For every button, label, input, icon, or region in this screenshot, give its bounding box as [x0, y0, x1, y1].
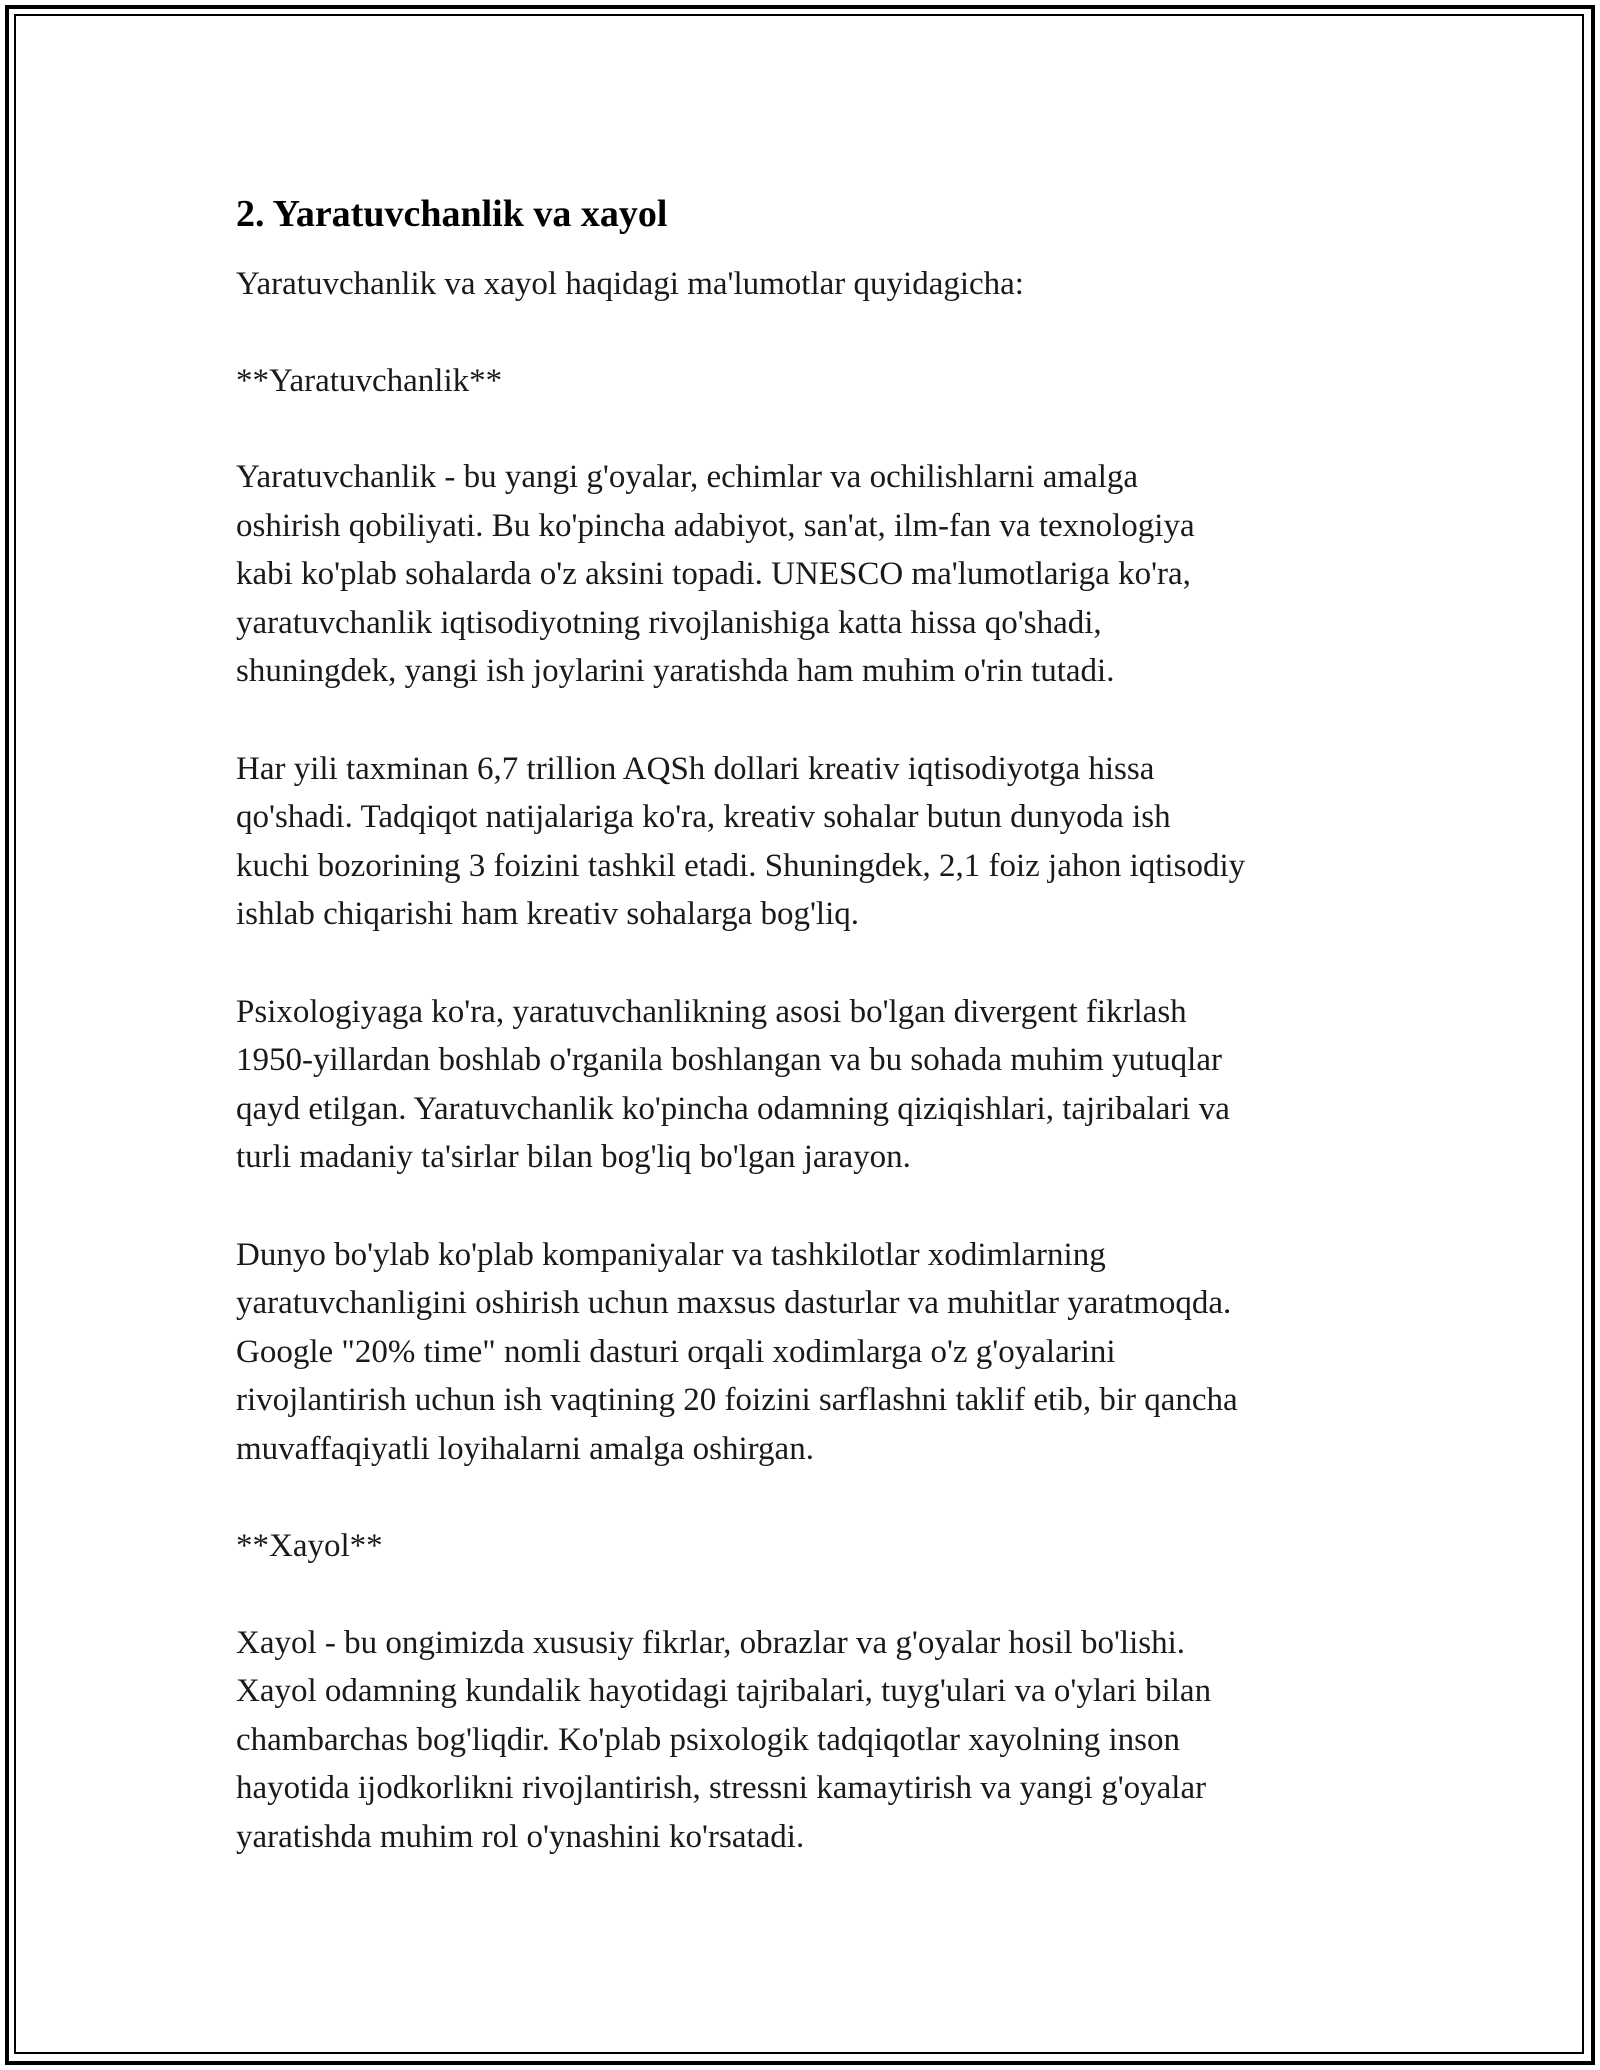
paragraph: Psixologiyaga ko'ra, yaratuvchanlikning asosi bo'lgan divergent fikrlash 1950-yillardan boshlab o'rganila boshlangan va bu sohada muhim yutuqlar qayd etilgan. Yaratuvchanlik ko'pincha odamning qiziqishlari, tajribalari va turli madaniy ta'sirlar bilan bog'liq bo'lgan jarayon.	[236, 993, 1230, 1175]
paragraph: Xayol - bu ongimizda xususiy fikrlar, obrazlar va g'oyalar hosil bo'lishi. Xayol odamning kundalik hayotidagi tajribalari, tuyg'ulari va o'ylari bilan chambarchas bog'liqdir. Ko'plab psixologik tadqiqotlar xayolning inson hayotida ijodkorlikni rivojlantirish, stressni kamaytirish va yangi g'oyalar yaratishda muhim rol o'ynashini ko'rsatadi.	[236, 1624, 1212, 1855]
intro-paragraph: Yaratuvchanlik va xayol haqidagi ma'lumotlar quyidagicha:	[236, 266, 1024, 302]
document-body	[236, 188, 1406, 1910]
subheading-xayol: **Xayol**	[236, 1528, 383, 1564]
paragraph: Yaratuvchanlik - bu yangi g'oyalar, echimlar va ochilishlarni amalga oshirish qobiliyati. Bu ko'pincha adabiyot, san'at, ilm-fan va texnologiya kabi ko'plab sohalarda o'z aksini topadi. UNESCO ma'lumotlariga ko'ra, yaratuvchanlik iqtisodiyotning rivojlanishiga katta hissa qo'shadi, shuningdek, yangi ish joylarini yaratishda ham muhim o'rin tutadi.	[236, 459, 1195, 689]
section-heading: 2. Yaratuvchanlik va xayol	[236, 193, 668, 235]
paragraph: Har yili taxminan 6,7 trillion AQSh dollari kreativ iqtisodiyotga hissa qo'shadi. Tadqiqot natijalariga ko'ra, kreativ sohalar butun dunyoda ish kuchi bozorining 3 foizini tashkil etadi. Shuningdek, 2,1 foiz jahon iqtisodiy ishlab chiqarishi ham kreativ sohalarga bog'liq.	[236, 750, 1246, 932]
paragraph: Dunyo bo'ylab ko'plab kompaniyalar va tashkilotlar xodimlarning yaratuvchanligini oshirish uchun maxsus dasturlar va muhitlar yaratmoqda. Google "20% time" nomli dasturi orqali xodimlarga o'z g'oyalarini rivojlantirish uchun ish vaqtining 20 foizini sarflashni taklif etib, bir qancha muvaffaqiyatli loyihalarni amalga oshirgan.	[236, 1236, 1238, 1467]
subheading-yaratuvchanlik: **Yaratuvchanlik**	[236, 362, 503, 399]
